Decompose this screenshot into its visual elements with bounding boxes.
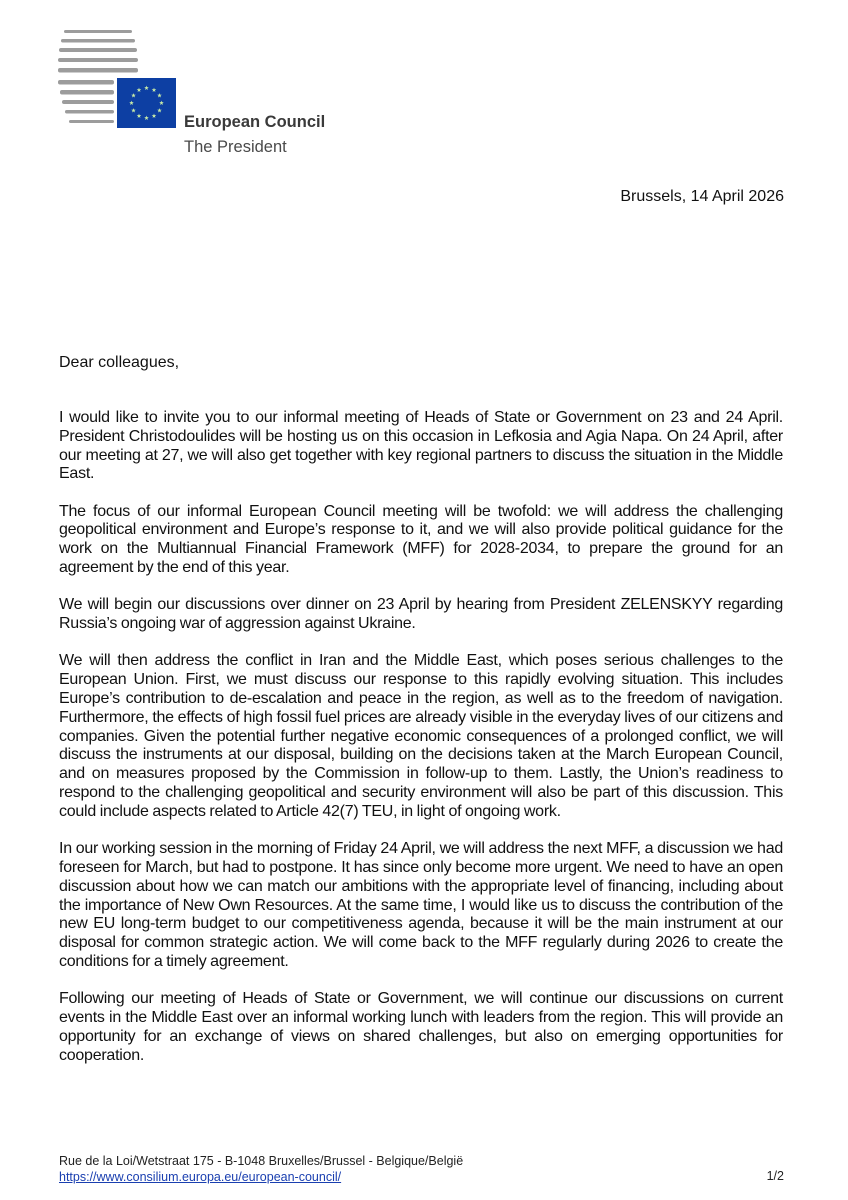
letter-body xyxy=(59,409,783,1084)
european-council-logo xyxy=(58,28,176,132)
footer-link[interactable]: https://www.consilium.europa.eu/european-council/ xyxy=(59,1170,342,1184)
organization-name: European Council xyxy=(184,113,326,131)
page-number: 1/2 xyxy=(766,1169,784,1183)
eu-flag xyxy=(117,78,176,128)
paragraph: The focus of our informal European Council meeting will be twofold: we will address the challenging geopolitical environment and Europe’s response to it, and we will also provide political guidance for the work on the Multiannual Financial Framework (MFF) for 2028-2034, to prepare the ground for an agreement by the end of this year. xyxy=(59,502,783,577)
paragraph: I would like to invite you to our informal meeting of Heads of State or Government on 23 and 24 April. President Christodoulides will be hosting us on this occasion in Lefkosia and Agia Napa. On 24 April, after our meeting at 27, we will also get together with key regional partners to discuss the situation in the Middle East. xyxy=(59,409,783,483)
page-footer xyxy=(59,1153,784,1185)
paragraph: In our working session in the morning of Friday 24 April, we will address the next MFF, a discussion we had foreseen for March, but had to postpone. It has since only become more urgent. We need to have an open discussion about how we can match our ambitions with the appropriate level of financing, including about the importance of New Own Resources. At the same time, I would like us to discuss the contribution of the new EU long-term budget to our competitiveness agenda, because it will be the main instrument at our disposal for common strategic action. We will come back to the MFF regularly during 2026 to create the conditions for a timely agreement. xyxy=(59,840,783,970)
paragraph: We will begin our discussions over dinner on 23 April by hearing from President ZELENSKYY regarding Russia’s ongoing war of aggression against Ukraine. xyxy=(59,596,783,633)
date-line: Brussels, 14 April 2026 xyxy=(620,188,784,205)
paragraph: We will then address the conflict in Iran and the Middle East, which poses serious challenges to the European Union. First, we must discuss our response to this rapidly evolving situation. This includes Europe’s contribution to de-escalation and peace in the region, as well as to the freedom of navigation. Furthermore, the effects of high fossil fuel prices are already visible in the everyday lives of our citizens and companies. Given the potential further negative economic consequences of a prolonged conflict, we will discuss the instruments at our disposal, building on the decisions taken at the March European Council, and on measures proposed by the Commission in follow-up to them. Lastly, the Union’s readiness to respond to the challenging geopolitical and security environment will also be part of this discussion. This could include aspects related to Article 42(7) TEU, in light of ongoing work. xyxy=(59,652,783,820)
paragraph: Following our meeting of Heads of State or Government, we will continue our discussions on current events in the Middle East over an informal working lunch with leaders from the region. This will provide an opportunity for an exchange of views on shared challenges, but also on emerging opportunities for cooperation. xyxy=(59,990,783,1064)
salutation: Dear colleagues, xyxy=(59,354,180,371)
organization-role: The President xyxy=(184,138,287,156)
logo-graphic xyxy=(58,28,176,132)
footer-address: Rue de la Loi/Wetstraat 175 - B-1048 Bruxelles/Brussel - Belgique/België xyxy=(59,1154,464,1168)
